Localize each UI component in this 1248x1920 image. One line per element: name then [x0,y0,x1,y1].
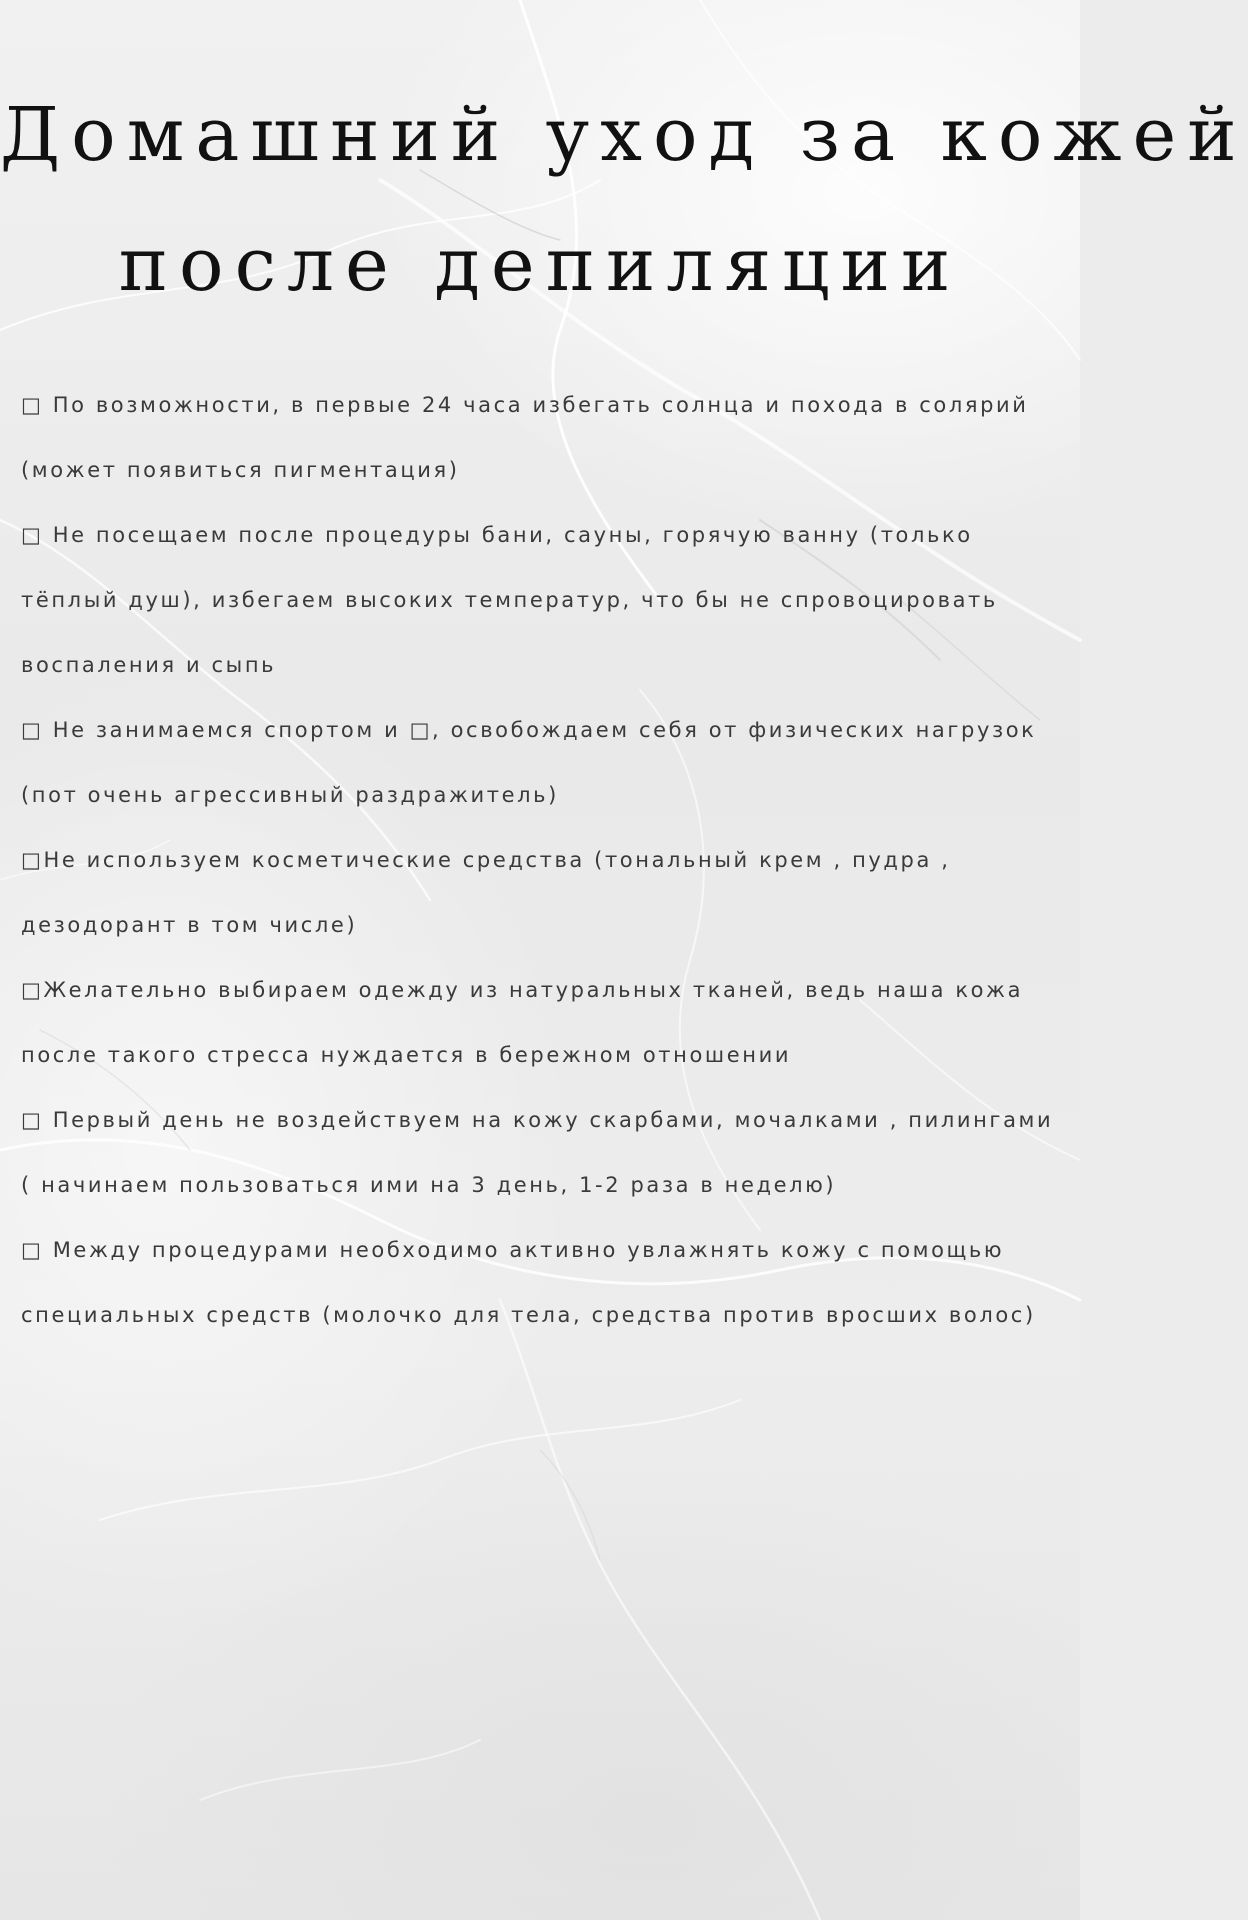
care-tips-list [21,373,1066,1348]
title-line-2: после депиляции [118,222,962,308]
tip-moisturize: □ Между процедурами необходимо активно увлажнять кожу с помощью специальных средств (молочко для тела, средства против вросших волос) [21,1238,1036,1327]
tip-scrubs: □ Первый день не воздействуем на кожу скарбами, мочалками , пилингами ( начинаем пользоваться ими на 3 день, 1-2 раза в неделю) [21,1108,1054,1197]
tip-clothing: □Желательно выбираем одежду из натуральных тканей, ведь наша кожа после такого стресса нуждается в бережном отношении [21,978,1024,1067]
tip-cosmetics: □Не используем косметические средства (тональный крем , пудра , дезодорант в том числе) [21,848,951,937]
tip-sun: □ По возможности, в первые 24 часа избегать солнца и похода в солярий (может появиться пигментация) [21,393,1029,482]
tip-sauna: □ Не посещаем после процедуры бани, сауны, горячую ванну (только тёплый душ), избегаем высоких температур, что бы не спровоцировать воспаления и сыпь [21,523,998,677]
title-line-1: Домашний уход за кожей [0,92,1248,178]
page-title [0,70,1248,330]
tip-sport: □ Не занимаемся спортом и □, освобождаем себя от физических нагрузок (пот очень агрессивный раздражитель) [21,718,1037,807]
